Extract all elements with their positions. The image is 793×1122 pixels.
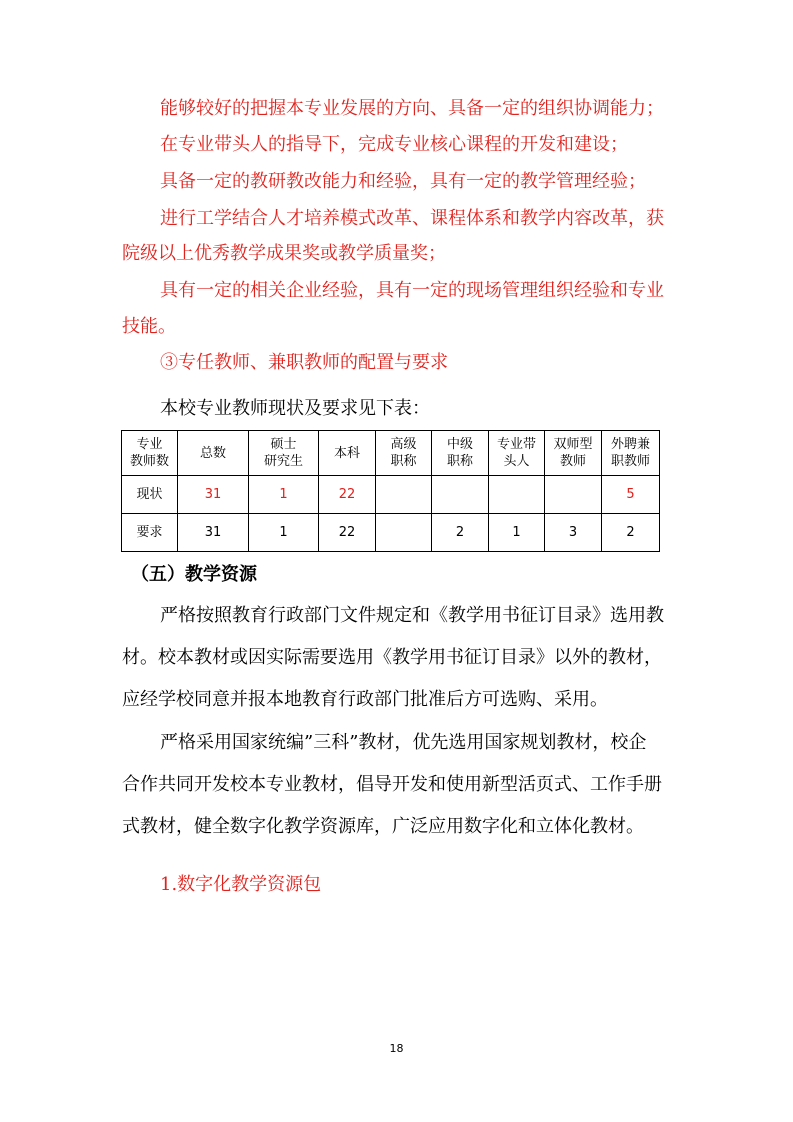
paragraph-line: 具有一定的相关企业经验，具有一定的现场管理组织经验和专业	[160, 280, 664, 301]
table-cell: 22	[319, 514, 376, 552]
paragraph-line: 院级以上优秀教学成果奖或教学质量奖；	[122, 243, 446, 264]
table-cell: 1	[249, 514, 319, 552]
header-cell: 总数	[178, 431, 249, 476]
paragraph-line: 应经学校同意并报本地教育行政部门批准后方可选购、采用。	[122, 689, 608, 710]
header-cell: 高级 职称	[376, 431, 432, 476]
table-cell	[545, 476, 602, 514]
paragraph-line: 具备一定的教研教改能力和经验，具有一定的教学管理经验；	[160, 171, 646, 192]
table-cell	[432, 476, 489, 514]
paragraph-line: 进行工学结合人才培养模式改革、课程体系和教学内容改革，获	[160, 208, 664, 229]
table-cell	[376, 476, 432, 514]
header-cell: 中级 职称	[432, 431, 489, 476]
table-cell: 31	[178, 514, 249, 552]
header-cell: 硕士 研究生	[249, 431, 319, 476]
table-cell: 3	[545, 514, 602, 552]
section-heading: ③专任教师、兼职教师的配置与要求	[160, 352, 448, 373]
section-heading: （五）教学资源	[131, 564, 257, 585]
table-cell: 1	[489, 514, 545, 552]
paragraph-line: 式教材，健全数字化教学资源库，广泛应用数字化和立体化教材。	[122, 816, 644, 837]
table-cell: 1	[249, 476, 319, 514]
page-number: 18	[389, 1042, 404, 1055]
paragraph-line: 在专业带头人的指导下，完成专业核心课程的开发和建设；	[160, 134, 628, 155]
row-label: 现状	[122, 476, 178, 514]
header-cell: 本科	[319, 431, 376, 476]
paragraph-line: 能够较好的把握本专业发展的方向、具备一定的组织协调能力；	[160, 98, 664, 119]
header-cell: 双师型 教师	[545, 431, 602, 476]
table-cell	[489, 476, 545, 514]
teacher-staff-table	[121, 430, 660, 552]
table-header-row	[122, 431, 660, 476]
paragraph-line: 技能。	[122, 316, 176, 337]
table-cell	[376, 514, 432, 552]
paragraph-line: 严格采用国家统编”三科”教材，优先选用国家规划教材，校企	[160, 732, 647, 753]
paragraph-line: 材。校本教材或因实际需要选用《教学用书征订目录》以外的教材，	[122, 647, 662, 668]
header-cell: 外聘兼 职教师	[602, 431, 660, 476]
header-cell: 专业带 头人	[489, 431, 545, 476]
paragraph-line: 严格按照教育行政部门文件规定和《教学用书征订目录》选用教	[160, 605, 664, 626]
table-row	[122, 514, 660, 552]
header-cell: 专业 教师数	[122, 431, 178, 476]
table-cell: 2	[602, 514, 660, 552]
table-intro: 本校专业教师现状及要求见下表：	[160, 398, 430, 419]
table-cell: 5	[602, 476, 660, 514]
table-cell: 31	[178, 476, 249, 514]
table-cell: 22	[319, 476, 376, 514]
row-label: 要求	[122, 514, 178, 552]
subsection-heading: 1.数字化教学资源包	[160, 874, 322, 895]
table-cell: 2	[432, 514, 489, 552]
paragraph-line: 合作共同开发校本专业教材，倡导开发和使用新型活页式、工作手册	[122, 774, 662, 795]
table-row	[122, 476, 660, 514]
